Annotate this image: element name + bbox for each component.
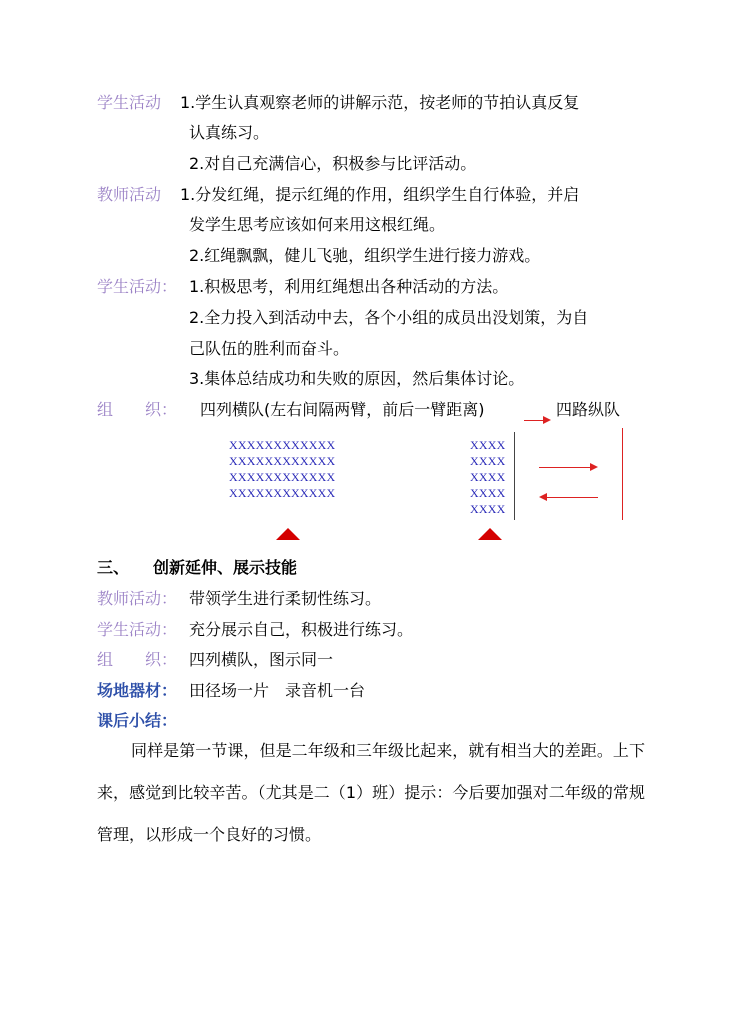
formation-row: XXXX bbox=[470, 486, 506, 500]
formation-row: XXXX bbox=[470, 438, 506, 452]
student-activity-2-2-line2: 己队伍的胜利而奋斗。 bbox=[189, 339, 350, 358]
student-activity-2: 2.对自己充满信心，积极参与比评活动。 bbox=[189, 154, 477, 173]
formation-row: XXXX bbox=[470, 470, 506, 484]
organize-text: 四列横队(左右间隔两臂，前后一臂距离) bbox=[200, 400, 485, 419]
organize-text-2: 四列横队，图示同一 bbox=[189, 650, 334, 669]
teacher-activity-text-2: 带领学生进行柔韧性练习。 bbox=[189, 589, 382, 608]
teacher-position-triangle bbox=[478, 528, 502, 540]
formation-four-rows bbox=[229, 437, 335, 501]
run-left-arrowhead bbox=[539, 493, 547, 501]
equipment-label: 场地器材： bbox=[97, 681, 178, 700]
student-activity-label: 学生活动 bbox=[97, 93, 162, 112]
student-activity-1-line1: 1.学生认真观察老师的讲解示范，按老师的节拍认真反复 bbox=[180, 93, 580, 112]
teacher-position-triangle bbox=[276, 528, 300, 540]
organize-text-columns: 四路纵队 bbox=[556, 400, 621, 419]
student-activity-2-3: 3.集体总结成功和失败的原因，然后集体讨论。 bbox=[189, 369, 525, 388]
formation-row: XXXX bbox=[470, 454, 506, 468]
organize-label: 组 织： bbox=[97, 400, 178, 419]
teacher-activity-2: 2.红绳飘飘，健儿飞驰，组织学生进行接力游戏。 bbox=[189, 246, 541, 265]
student-activity-2-2-line1: 2.全力投入到活动中去，各个小组的成员出没划策，为自 bbox=[189, 308, 589, 327]
run-right-arrowhead bbox=[590, 463, 598, 471]
teacher-activity-1-line2: 发学生思考应该如何来用这根红绳。 bbox=[189, 215, 446, 234]
formation-row: XXXX bbox=[470, 502, 506, 516]
formation-four-columns bbox=[470, 437, 505, 517]
organize-label-2: 组 织： bbox=[97, 650, 178, 669]
student-activity-label-2: 学生活动： bbox=[97, 277, 178, 296]
equipment-text: 田径场一片 录音机一台 bbox=[189, 681, 366, 700]
teacher-activity-1-line1: 1.分发红绳，提示红绳的作用，组织学生自行体验，并启 bbox=[180, 185, 580, 204]
summary-paragraph: 同样是第一节课，但是二年级和三年级比起来，就有相当大的差距。上下来，感觉到比较辛苦。（尤其是二（1）班）提示：今后要加强对二年级的常规管理，以形成一个良好的习惯。 bbox=[97, 741, 645, 844]
formation-row: XXXXXXXXXXXX bbox=[229, 486, 336, 500]
run-left-arrow bbox=[546, 497, 598, 498]
teacher-activity-label-2: 教师活动： bbox=[97, 589, 178, 608]
student-activity-label-3: 学生活动： bbox=[97, 620, 178, 639]
run-right-arrow bbox=[539, 467, 591, 468]
finish-line bbox=[622, 428, 623, 520]
summary-label: 课后小结： bbox=[97, 711, 178, 730]
formation-row: XXXXXXXXXXXX bbox=[229, 438, 336, 452]
student-activity-1-line2: 认真练习。 bbox=[189, 123, 270, 142]
section-heading: 创新延伸、展示技能 bbox=[153, 558, 298, 577]
formation-divider-line bbox=[514, 432, 515, 520]
formation-row: XXXXXXXXXXXX bbox=[229, 470, 336, 484]
teacher-activity-label: 教师活动 bbox=[97, 185, 162, 204]
organize-connector-arrowhead bbox=[543, 416, 551, 424]
section-number: 三、 bbox=[97, 558, 130, 577]
formation-row: XXXXXXXXXXXX bbox=[229, 454, 336, 468]
student-activity-2-1: 1.积极思考，利用红绳想出各种活动的方法。 bbox=[189, 277, 509, 296]
student-activity-text-3: 充分展示自己，积极进行练习。 bbox=[189, 620, 414, 639]
